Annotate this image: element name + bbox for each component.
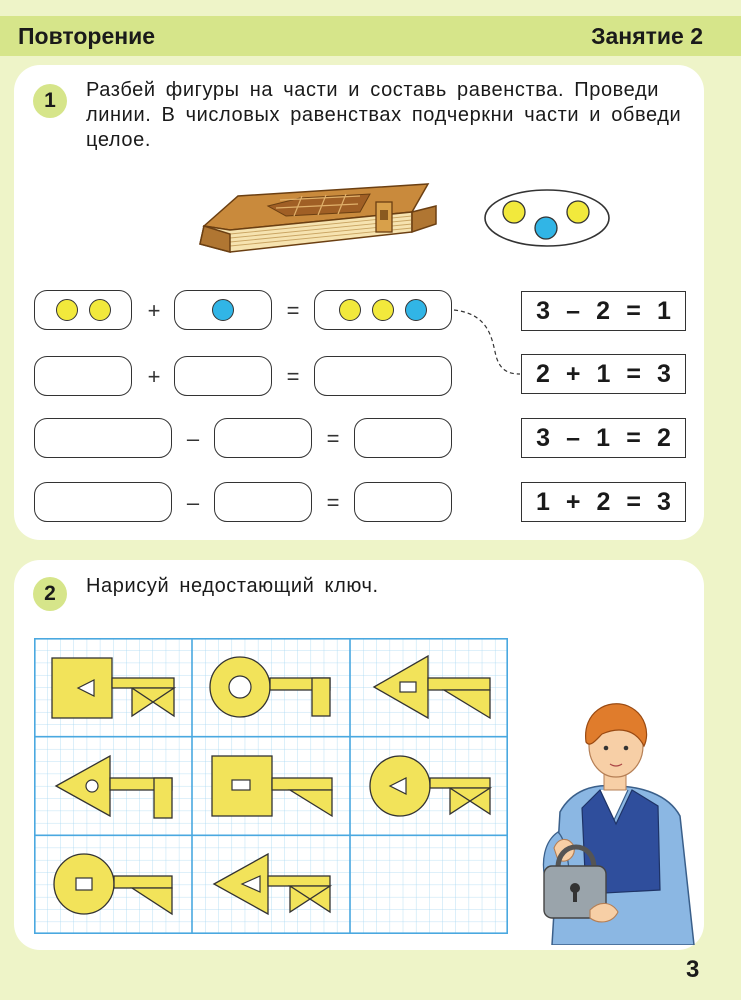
eq-token: 1 xyxy=(656,296,671,325)
part-box[interactable] xyxy=(214,482,312,522)
whole-box[interactable] xyxy=(314,290,452,330)
eq-token: 2 xyxy=(656,423,671,452)
yellow-dot xyxy=(56,299,78,321)
yellow-dot xyxy=(372,299,394,321)
whole-box[interactable] xyxy=(34,418,172,458)
part-box[interactable] xyxy=(214,418,312,458)
eq-token: 1 xyxy=(596,423,611,452)
eq-token: 2 xyxy=(596,296,611,325)
eq-token: 1 xyxy=(596,359,611,388)
task-1-text: Разбей фигуры на части и составь равенства. Проведи линии. В числовых равенствах подчеркни части и обведи целое. xyxy=(86,79,682,151)
eq-token: + xyxy=(565,359,581,388)
book-illustration xyxy=(190,178,442,258)
eq-token: 2 xyxy=(596,487,611,516)
eq-token: = xyxy=(626,423,641,452)
equation-box[interactable] xyxy=(521,482,686,522)
minus-sign: – xyxy=(186,490,200,515)
part-box[interactable] xyxy=(34,356,132,396)
part-box[interactable] xyxy=(174,356,272,396)
eq-token: 3 xyxy=(536,296,550,325)
lesson-title: Занятие 2 xyxy=(591,23,703,49)
yellow-dot xyxy=(89,299,111,321)
eq-token: 3 xyxy=(657,359,671,388)
connector-line xyxy=(450,300,530,390)
yellow-dot xyxy=(339,299,361,321)
eq-token: 3 xyxy=(657,487,671,516)
equals-sign: = xyxy=(326,426,340,451)
equation-box[interactable] xyxy=(521,291,686,331)
eq-token: 2 xyxy=(536,359,550,388)
task-2-number: 2 xyxy=(33,577,67,611)
whole-box[interactable] xyxy=(314,356,452,396)
part-box[interactable] xyxy=(174,290,272,330)
page-header xyxy=(0,16,741,56)
eq-token: – xyxy=(566,423,581,452)
eq-token: = xyxy=(626,359,642,388)
part-box[interactable] xyxy=(354,482,452,522)
plus-sign: + xyxy=(147,364,161,389)
section-title: Повторение xyxy=(18,23,156,49)
page-number: 3 xyxy=(686,956,700,983)
minus-sign: – xyxy=(186,426,200,451)
eq-token: + xyxy=(565,487,581,516)
equals-sign: = xyxy=(286,298,300,323)
task-2-text: Нарисуй недостающий ключ. xyxy=(86,575,379,597)
plus-sign: + xyxy=(147,298,161,323)
equation-box[interactable] xyxy=(521,418,686,458)
equation-box[interactable] xyxy=(521,354,686,394)
eq-token: 3 xyxy=(536,423,550,452)
equals-sign: = xyxy=(286,364,300,389)
equals-sign: = xyxy=(326,490,340,515)
eq-token: = xyxy=(626,487,642,516)
part-box[interactable] xyxy=(34,290,132,330)
task-1-number: 1 xyxy=(33,84,67,118)
whole-box[interactable] xyxy=(34,482,172,522)
eq-token: – xyxy=(566,296,581,325)
blue-dot xyxy=(405,299,427,321)
eq-token: = xyxy=(626,296,641,325)
part-box[interactable] xyxy=(354,418,452,458)
eq-token: 1 xyxy=(536,487,550,516)
boy-illustration xyxy=(528,690,700,945)
blue-dot xyxy=(212,299,234,321)
dots-oval xyxy=(482,188,612,248)
key-grid[interactable] xyxy=(34,638,508,934)
